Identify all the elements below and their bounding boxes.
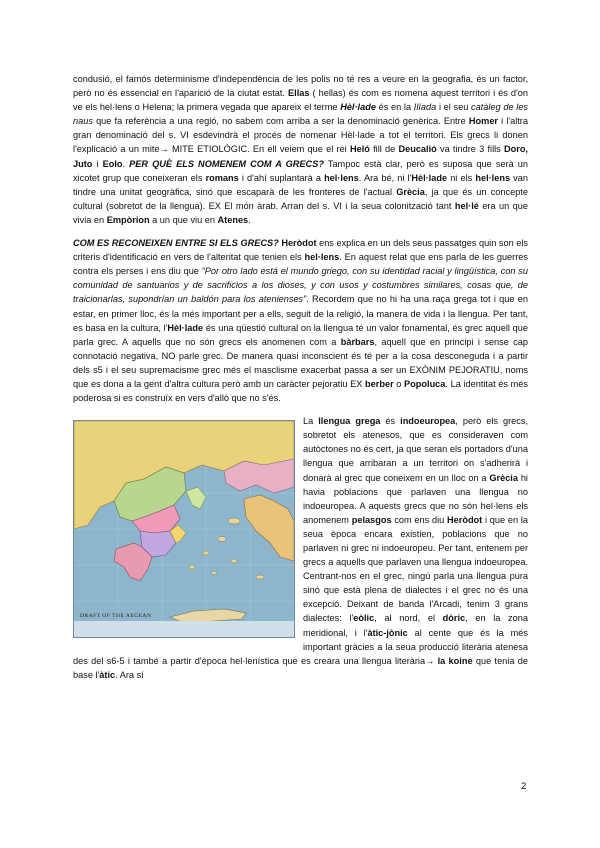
- page-number: 2: [521, 781, 527, 792]
- paragraph-identity: COM ES RECONEIXEN ENTRE SI ELS GRECS? Heròdot ens explica en un dels seus passatges quin son els criteris d'identificació en vers de l'alteritat que tenien els hel·lens. En aquest relat que ens parla de les guerres contra els perses i ens diu que “Por otro lado está el mundo griego, con su identidad racial y lingüística, con su comunidad de santuarios y de sacrificios a los dioses, y con usos y costumbres similares, cosas que, de traicionarlas, supondrían un baldón para los atenienses”. Recordem que no hi ha una raça grega tot i que en estar, en primer lloc, és la més important per a ells, seguit de la religió, la manera de vida i la llengua. Per tant, es basa en la cultura, l'Hèl·lade és una qüestió cultural on la llengua té un valor fonamental, és grec aquell que parla grec. A aquells que no són grecs els anomenen com a bàrbars, aquell que en principi i sense cap connotació negativa, NO parle grec. De manera quasi inconscient és té per a la cosa desconeguda i a partir dels s5 i el seu supremacisme grec més el masclisme exacerbat passa a ser un EXÒNIM PEJORATIU, noms que es dona a la gent d'altra cultura però amb un caràcter pejoratiu EX berber o Popoluca. La identitat és més poderosa si es construïx en vers d'allò que no s'és.: [73, 238, 528, 404]
- map-caption: DRAFT OF THE AEGEAN: [80, 613, 152, 620]
- document-page: [73, 72, 528, 682]
- aegean-map-drawing: [74, 421, 294, 637]
- paragraph-language: DRAFT OF THE AEGEAN La llengua grega és indoeuropea, però els grecs, sobretot els atenesos, que es consideraven com autòctones no és cert, ja que seran els portadors d'una llengua que arribaran a un territori on s'adherirà i donarà al grec que coneixem en un lloc on a Grècia hi havia poblacions que parlaven una llengua no indoeuropea. A aquests grecs que no són hel·lens els anomenem pelasgos com ens diu Heròdot i que en la seua època encara existien, poblacions que no parlaven ni grec ni indoeuropeu. Per tant, entenem per grecs a aquells que parlaven una llengua indoeuropea. Centrant-nos en el grec, ningú parla una llengua pura sinó que està plena de dialectes i el grec no és una excepció. Deixant de banda l'Arcadi, tenim 3 grans dialectes: l'eòlic, al nord, el dòric, en la zona meridional, i l'àtic-jònic al cente que és la més important gràcies a la seua producció literària atenesa des del s6-5 i també a partir d'època hel·lenística que es creara una llengua literària→ la koine que tenia de base l'àtic. Ara sí: [73, 416, 528, 680]
- aegean-map-image: [73, 420, 295, 638]
- paragraph-geography: condusió, el famós determinisme d'independència de les polis no té res a veure en la geografia, és un factor, però no és essencial en l'aparició de la ciutat estat. Ellas ( hellas) és com es nomena aquest territori i és d'on ve els hel·lens o Helena; la primera vegada que apareix el terme Hèl·lade és en la Ilíada i el seu catàleg de les naus que fa referència a una regió, no sabem com arriba a ser la denominació genèrica. Entre Homer i l'altra gran denominació del s. VI esdevindrà el procés de nomenar Hèl·lade a tot el territori. Els grecs li donen l'explicació a un mite→ MITE ETIOLÒGIC. En ell veiem que el rei Heló fill de Deucalió va tindre 3 fills Doro, Juto i Eolo. PER QUÈ ELS NOMENEM COM A GRECS? Tampoc està clar, però es suposa que serà un xicotet grup que coneixeran els romans i d'ahí suplantarà a hel·lens. Ara bé, ni l'Hèl·lade ni els hel·lens van tindre una unitat geogràfica, sinó que escaparà de les fronteres de l'actual Grècia, ja que és un concepte cultural (sobretot de la llengua). EX El món àrab. Arran del s. VI i la seua colonització tant hel·lé era un que vivia en Empòrion a un que viu en Atenes.: [73, 74, 529, 225]
